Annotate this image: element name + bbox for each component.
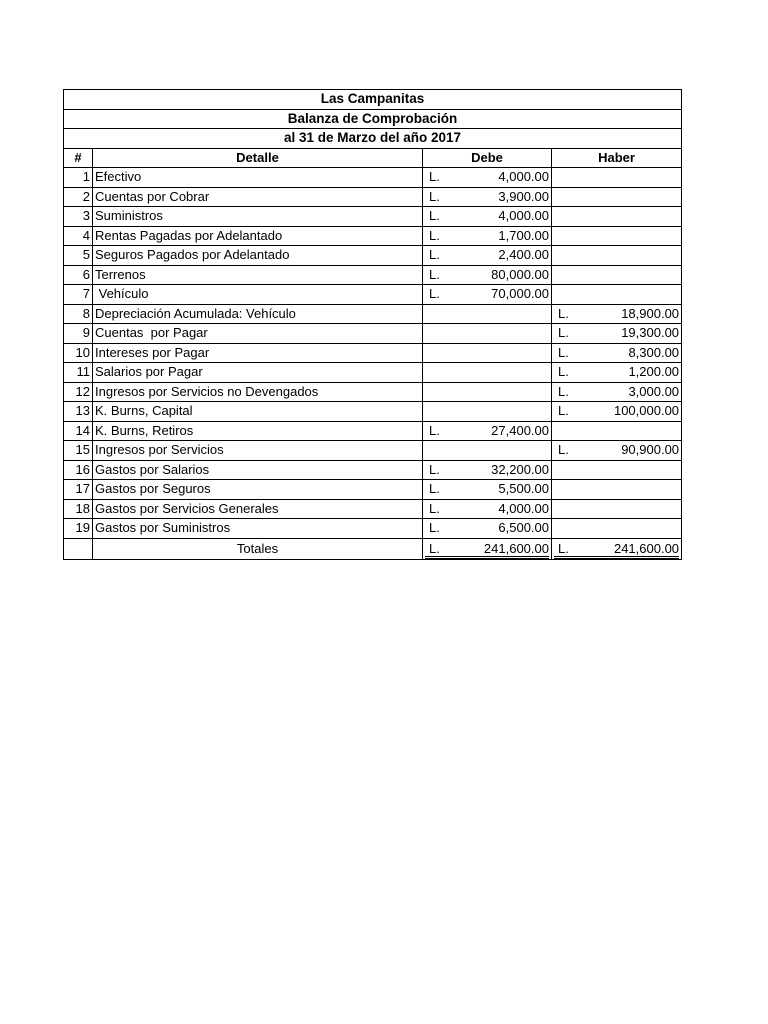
debit-cell <box>423 226 552 246</box>
amount-value: 90,900.00 <box>621 442 680 458</box>
currency-symbol: L. <box>429 286 440 302</box>
debit-cell <box>423 363 552 383</box>
table-row <box>64 441 682 461</box>
account-name: K. Burns, Retiros <box>93 421 423 441</box>
debit-cell <box>423 519 552 539</box>
table-row <box>64 460 682 480</box>
debit-cell <box>423 382 552 402</box>
account-name: Salarios por Pagar <box>93 363 423 383</box>
row-number: 9 <box>64 324 93 344</box>
row-number: 10 <box>64 343 93 363</box>
amount-value: 5,500.00 <box>498 481 549 497</box>
credit-cell <box>552 207 682 227</box>
amount-value: 32,200.00 <box>491 461 549 477</box>
amount-value: 4,000.00 <box>498 169 549 185</box>
credit-cell <box>552 324 682 344</box>
currency-symbol: L. <box>558 540 569 556</box>
table-row <box>64 382 682 402</box>
currency-symbol: L. <box>429 247 440 263</box>
debit-cell <box>423 441 552 461</box>
amount-wrapper <box>425 207 549 225</box>
title-row-date <box>64 129 682 149</box>
amount-value: 18,900.00 <box>621 305 680 321</box>
currency-symbol: L. <box>429 188 440 204</box>
table-row <box>64 499 682 519</box>
report-date: al 31 de Marzo del año 2017 <box>64 129 682 149</box>
amount-value: 1,700.00 <box>498 227 549 243</box>
amount-value: 2,400.00 <box>498 247 549 263</box>
amount-value: 6,500.00 <box>498 520 549 536</box>
table-row <box>64 265 682 285</box>
column-header-number: # <box>64 148 93 168</box>
amount-value: 80,000.00 <box>491 266 549 282</box>
row-number: 1 <box>64 168 93 188</box>
amount-wrapper <box>425 227 549 245</box>
row-number: 8 <box>64 304 93 324</box>
table-row <box>64 226 682 246</box>
currency-symbol: L. <box>558 403 569 419</box>
amount-wrapper <box>554 402 679 420</box>
account-name: Intereses por Pagar <box>93 343 423 363</box>
table-row <box>64 363 682 383</box>
currency-symbol: L. <box>429 227 440 243</box>
amount-value: 4,000.00 <box>498 500 549 516</box>
report-title: Balanza de Comprobación <box>64 109 682 129</box>
account-name: Vehículo <box>93 285 423 305</box>
column-header-credit: Haber <box>552 148 682 168</box>
currency-symbol: L. <box>429 208 440 224</box>
row-number: 11 <box>64 363 93 383</box>
account-name: Gastos por Salarios <box>93 460 423 480</box>
credit-cell <box>552 265 682 285</box>
debit-cell <box>423 343 552 363</box>
amount-value: 3,000.00 <box>628 383 680 399</box>
account-name: K. Burns, Capital <box>93 402 423 422</box>
amount-value: 241,600.00 <box>483 540 549 556</box>
table-row <box>64 324 682 344</box>
credit-cell <box>552 499 682 519</box>
credit-cell <box>552 421 682 441</box>
amount-wrapper <box>425 480 549 498</box>
credit-cell <box>552 480 682 500</box>
currency-symbol: L. <box>558 383 569 399</box>
row-number: 3 <box>64 207 93 227</box>
account-name: Suministros <box>93 207 423 227</box>
column-header-debit: Debe <box>423 148 552 168</box>
row-number: 19 <box>64 519 93 539</box>
amount-wrapper <box>554 363 679 381</box>
row-number: 14 <box>64 421 93 441</box>
debit-cell <box>423 402 552 422</box>
account-name: Gastos por Servicios Generales <box>93 499 423 519</box>
row-number: 2 <box>64 187 93 207</box>
credit-cell <box>552 246 682 266</box>
amount-value: 8,300.00 <box>628 344 680 360</box>
amount-wrapper <box>425 246 549 264</box>
credit-cell <box>552 460 682 480</box>
amount-wrapper <box>554 305 679 323</box>
row-number: 18 <box>64 499 93 519</box>
credit-cell <box>552 363 682 383</box>
table-row <box>64 246 682 266</box>
debit-cell <box>423 265 552 285</box>
table-row <box>64 343 682 363</box>
row-number: 5 <box>64 246 93 266</box>
row-number: 15 <box>64 441 93 461</box>
debit-cell <box>423 421 552 441</box>
credit-cell <box>552 382 682 402</box>
currency-symbol: L. <box>429 481 440 497</box>
account-name: Gastos por Seguros <box>93 480 423 500</box>
currency-symbol: L. <box>429 520 440 536</box>
account-name: Seguros Pagados por Adelantado <box>93 246 423 266</box>
account-name: Depreciación Acumulada: Vehículo <box>93 304 423 324</box>
amount-wrapper <box>554 383 679 401</box>
debit-cell <box>423 304 552 324</box>
totals-label: Totales <box>93 538 423 559</box>
column-header-row <box>64 148 682 168</box>
row-number: 7 <box>64 285 93 305</box>
total-credit-cell <box>552 538 682 559</box>
row-number: 17 <box>64 480 93 500</box>
table-row <box>64 187 682 207</box>
currency-symbol: L. <box>558 344 569 360</box>
table-row <box>64 304 682 324</box>
company-name: Las Campanitas <box>64 90 682 110</box>
row-number: 6 <box>64 265 93 285</box>
table-row <box>64 285 682 305</box>
amount-wrapper <box>425 541 549 559</box>
row-number: 12 <box>64 382 93 402</box>
row-number: 16 <box>64 460 93 480</box>
credit-cell <box>552 519 682 539</box>
amount-value: 241,600.00 <box>613 540 680 556</box>
account-name: Gastos por Suministros <box>93 519 423 539</box>
credit-cell <box>552 304 682 324</box>
amount-wrapper <box>425 461 549 479</box>
amount-value: 70,000.00 <box>491 286 549 302</box>
trial-balance-table <box>63 89 682 560</box>
amount-wrapper <box>425 266 549 284</box>
amount-value: 19,300.00 <box>621 325 680 341</box>
amount-wrapper <box>554 324 679 342</box>
currency-symbol: L. <box>558 325 569 341</box>
credit-cell <box>552 226 682 246</box>
account-name: Terrenos <box>93 265 423 285</box>
amount-wrapper <box>425 519 549 537</box>
currency-symbol: L. <box>429 500 440 516</box>
column-header-detail: Detalle <box>93 148 423 168</box>
amount-wrapper <box>554 541 679 559</box>
credit-cell <box>552 285 682 305</box>
amount-value: 1,200.00 <box>628 364 680 380</box>
debit-cell <box>423 168 552 188</box>
table-row <box>64 519 682 539</box>
amount-wrapper <box>425 168 549 186</box>
amount-value: 3,900.00 <box>498 188 549 204</box>
account-name: Cuentas por Cobrar <box>93 187 423 207</box>
account-name: Ingresos por Servicios no Devengados <box>93 382 423 402</box>
amount-wrapper <box>425 285 549 303</box>
currency-symbol: L. <box>429 461 440 477</box>
title-row-company <box>64 90 682 110</box>
amount-value: 4,000.00 <box>498 208 549 224</box>
amount-wrapper <box>425 188 549 206</box>
total-debit-cell <box>423 538 552 559</box>
debit-cell <box>423 324 552 344</box>
account-name: Rentas Pagadas por Adelantado <box>93 226 423 246</box>
currency-symbol: L. <box>429 540 440 556</box>
amount-wrapper <box>425 500 549 518</box>
credit-cell <box>552 402 682 422</box>
amount-wrapper <box>554 441 679 459</box>
table-row <box>64 168 682 188</box>
table-row <box>64 421 682 441</box>
currency-symbol: L. <box>429 422 440 438</box>
title-row-report <box>64 109 682 129</box>
debit-cell <box>423 187 552 207</box>
account-name: Ingresos por Servicios <box>93 441 423 461</box>
account-name: Cuentas por Pagar <box>93 324 423 344</box>
debit-cell <box>423 246 552 266</box>
account-name: Efectivo <box>93 168 423 188</box>
currency-symbol: L. <box>558 442 569 458</box>
amount-wrapper <box>554 344 679 362</box>
debit-cell <box>423 480 552 500</box>
totals-row <box>64 538 682 559</box>
debit-cell <box>423 207 552 227</box>
amount-value: 100,000.00 <box>613 403 680 419</box>
debit-cell <box>423 285 552 305</box>
debit-cell <box>423 460 552 480</box>
currency-symbol: L. <box>558 364 569 380</box>
totals-number-cell <box>64 538 93 559</box>
table-row <box>64 402 682 422</box>
amount-value: 27,400.00 <box>491 422 549 438</box>
currency-symbol: L. <box>429 266 440 282</box>
row-number: 4 <box>64 226 93 246</box>
row-number: 13 <box>64 402 93 422</box>
currency-symbol: L. <box>429 169 440 185</box>
credit-cell <box>552 187 682 207</box>
credit-cell <box>552 168 682 188</box>
table-row <box>64 207 682 227</box>
credit-cell <box>552 441 682 461</box>
table-row <box>64 480 682 500</box>
debit-cell <box>423 499 552 519</box>
amount-wrapper <box>425 422 549 440</box>
credit-cell <box>552 343 682 363</box>
currency-symbol: L. <box>558 305 569 321</box>
